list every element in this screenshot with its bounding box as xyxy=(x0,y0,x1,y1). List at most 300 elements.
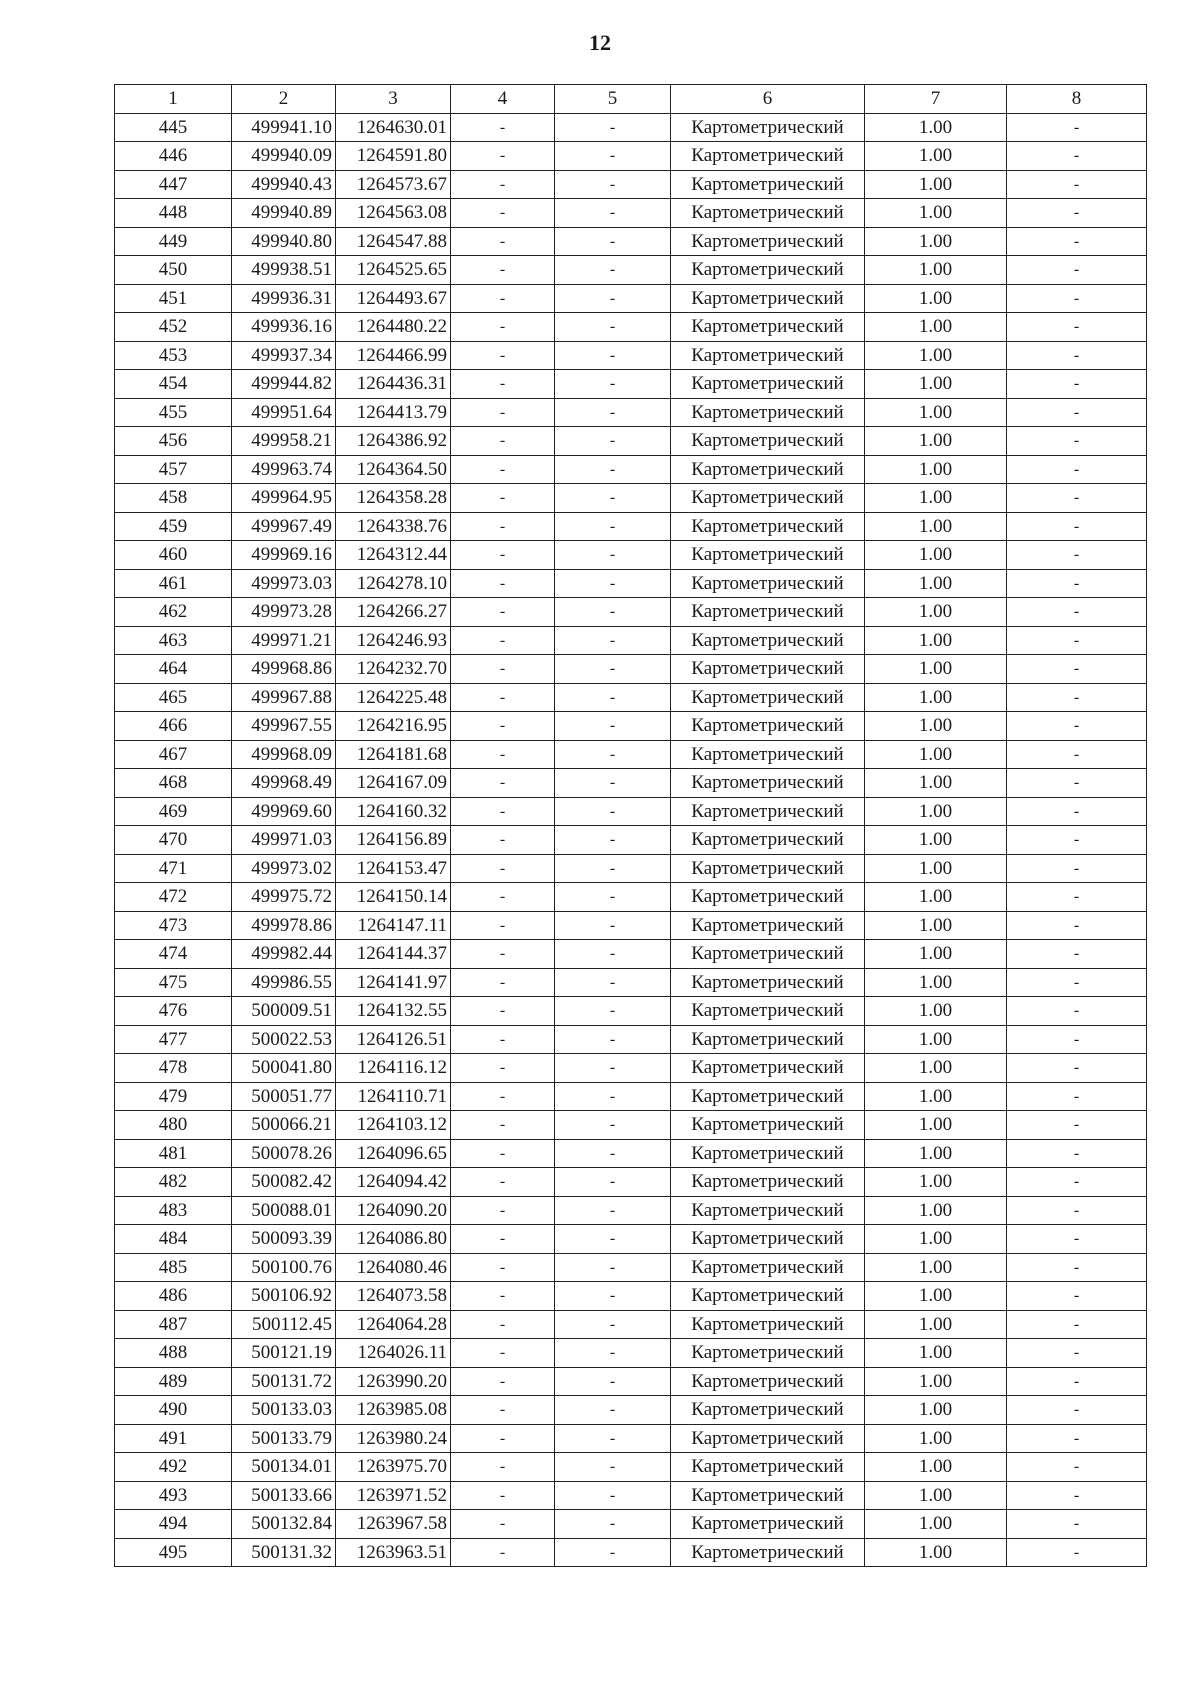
table-cell: - xyxy=(1007,1168,1147,1197)
table-cell: Картометрический xyxy=(671,1225,865,1254)
table-cell: 1.00 xyxy=(865,1082,1007,1111)
table-cell: 500133.03 xyxy=(232,1396,336,1425)
table-cell: - xyxy=(555,1025,671,1054)
table-cell: - xyxy=(1007,1538,1147,1567)
table-cell: Картометрический xyxy=(671,1282,865,1311)
table-cell: 1264064.28 xyxy=(336,1310,451,1339)
table-cell: 1264073.58 xyxy=(336,1282,451,1311)
table-cell: - xyxy=(451,598,555,627)
table-cell: - xyxy=(555,199,671,228)
table-cell: - xyxy=(451,199,555,228)
table-cell: 499967.55 xyxy=(232,712,336,741)
table-cell: - xyxy=(555,1424,671,1453)
table-cell: - xyxy=(555,1481,671,1510)
table-cell: 491 xyxy=(115,1424,232,1453)
column-header: 4 xyxy=(451,85,555,114)
table-cell: - xyxy=(1007,1424,1147,1453)
table-cell: Картометрический xyxy=(671,797,865,826)
table-cell: Картометрический xyxy=(671,142,865,171)
header-row xyxy=(115,85,1147,114)
table-row xyxy=(115,1310,1147,1339)
table-cell: - xyxy=(555,398,671,427)
table-cell: - xyxy=(555,370,671,399)
table-cell: - xyxy=(451,284,555,313)
table-cell: - xyxy=(555,1054,671,1083)
table-cell: Картометрический xyxy=(671,1111,865,1140)
table-cell: - xyxy=(451,683,555,712)
table-cell: 499941.10 xyxy=(232,113,336,142)
table-cell: 446 xyxy=(115,142,232,171)
table-cell: - xyxy=(451,883,555,912)
table-cell: 1264525.65 xyxy=(336,256,451,285)
table-cell: - xyxy=(1007,199,1147,228)
table-cell: - xyxy=(1007,1481,1147,1510)
table-cell: 448 xyxy=(115,199,232,228)
table-cell: - xyxy=(555,484,671,513)
table-cell: 1.00 xyxy=(865,284,1007,313)
table-cell: 499951.64 xyxy=(232,398,336,427)
table-cell: - xyxy=(555,968,671,997)
table-cell: - xyxy=(1007,341,1147,370)
table-cell: 1264132.55 xyxy=(336,997,451,1026)
table-cell: - xyxy=(451,455,555,484)
table-cell: 1.00 xyxy=(865,569,1007,598)
table-cell: 1264090.20 xyxy=(336,1196,451,1225)
table-cell: 1264141.97 xyxy=(336,968,451,997)
table-cell: 1264246.93 xyxy=(336,626,451,655)
table-cell: 499973.28 xyxy=(232,598,336,627)
table-cell: 499936.16 xyxy=(232,313,336,342)
page-number: 12 xyxy=(589,30,611,55)
table-cell: Картометрический xyxy=(671,1196,865,1225)
table-cell: 483 xyxy=(115,1196,232,1225)
table-cell: - xyxy=(555,227,671,256)
table-cell: 1264480.22 xyxy=(336,313,451,342)
table-cell: - xyxy=(555,1253,671,1282)
table-row xyxy=(115,1196,1147,1225)
table-cell: 447 xyxy=(115,170,232,199)
table-cell: 500022.53 xyxy=(232,1025,336,1054)
table-cell: 1.00 xyxy=(865,854,1007,883)
table-row xyxy=(115,427,1147,456)
table-cell: 1264630.01 xyxy=(336,113,451,142)
table-cell: - xyxy=(1007,1139,1147,1168)
table-cell: - xyxy=(1007,797,1147,826)
table-cell: - xyxy=(555,1310,671,1339)
table-cell: 455 xyxy=(115,398,232,427)
table-cell: - xyxy=(451,569,555,598)
table-row xyxy=(115,341,1147,370)
table-cell: 1.00 xyxy=(865,1310,1007,1339)
table-cell: 471 xyxy=(115,854,232,883)
table-row xyxy=(115,1168,1147,1197)
table-cell: 500112.45 xyxy=(232,1310,336,1339)
table-cell: - xyxy=(1007,1453,1147,1482)
table-cell: 466 xyxy=(115,712,232,741)
table-cell: - xyxy=(1007,284,1147,313)
table-cell: 500066.21 xyxy=(232,1111,336,1140)
table-cell: - xyxy=(451,655,555,684)
table-row xyxy=(115,1054,1147,1083)
table-cell: 500106.92 xyxy=(232,1282,336,1311)
table-cell: 463 xyxy=(115,626,232,655)
table-cell: 1264312.44 xyxy=(336,541,451,570)
table-row xyxy=(115,683,1147,712)
table-cell: 500078.26 xyxy=(232,1139,336,1168)
table-cell: - xyxy=(1007,569,1147,598)
table-cell: 1.00 xyxy=(865,1538,1007,1567)
table-cell: - xyxy=(451,1196,555,1225)
table-cell: 453 xyxy=(115,341,232,370)
table-cell: - xyxy=(451,940,555,969)
table-cell: 1.00 xyxy=(865,512,1007,541)
table-cell: 499973.02 xyxy=(232,854,336,883)
table-cell: 484 xyxy=(115,1225,232,1254)
table-row xyxy=(115,398,1147,427)
table-cell: Картометрический xyxy=(671,1025,865,1054)
table-cell: 461 xyxy=(115,569,232,598)
table-cell: - xyxy=(555,769,671,798)
table-cell: - xyxy=(451,370,555,399)
table-cell: 500132.84 xyxy=(232,1510,336,1539)
table-cell: 1264547.88 xyxy=(336,227,451,256)
table-cell: Картометрический xyxy=(671,1481,865,1510)
table-cell: - xyxy=(555,256,671,285)
table-cell: Картометрический xyxy=(671,1082,865,1111)
table-cell: - xyxy=(1007,598,1147,627)
table-cell: - xyxy=(451,826,555,855)
table-row xyxy=(115,1367,1147,1396)
table-cell: 494 xyxy=(115,1510,232,1539)
table-cell: 1.00 xyxy=(865,769,1007,798)
table-cell: 499969.60 xyxy=(232,797,336,826)
table-cell: - xyxy=(1007,1225,1147,1254)
table-cell: Картометрический xyxy=(671,769,865,798)
table-cell: 1264413.79 xyxy=(336,398,451,427)
table-cell: 1264167.09 xyxy=(336,769,451,798)
table-row xyxy=(115,997,1147,1026)
table-cell: 1263975.70 xyxy=(336,1453,451,1482)
table-cell: - xyxy=(451,256,555,285)
table-cell: 499967.88 xyxy=(232,683,336,712)
table-cell: - xyxy=(555,712,671,741)
table-cell: - xyxy=(1007,997,1147,1026)
table-cell: - xyxy=(555,1225,671,1254)
table-cell: 464 xyxy=(115,655,232,684)
table-cell: 1264358.28 xyxy=(336,484,451,513)
table-row xyxy=(115,284,1147,313)
table-cell: 482 xyxy=(115,1168,232,1197)
table-cell: - xyxy=(1007,1025,1147,1054)
table-cell: 1264086.80 xyxy=(336,1225,451,1254)
table-cell: 1.00 xyxy=(865,968,1007,997)
table-cell: 499975.72 xyxy=(232,883,336,912)
table-cell: 1264153.47 xyxy=(336,854,451,883)
table-cell: 1264110.71 xyxy=(336,1082,451,1111)
table-cell: - xyxy=(1007,854,1147,883)
table-cell: Картометрический xyxy=(671,1424,865,1453)
table-cell: 1.00 xyxy=(865,1510,1007,1539)
table-cell: 1264493.67 xyxy=(336,284,451,313)
table-cell: 1264103.12 xyxy=(336,1111,451,1140)
table-cell: 1264160.32 xyxy=(336,797,451,826)
table-cell: - xyxy=(555,427,671,456)
table-cell: 1.00 xyxy=(865,341,1007,370)
table-cell: - xyxy=(555,284,671,313)
table-row xyxy=(115,883,1147,912)
table-cell: 1263985.08 xyxy=(336,1396,451,1425)
table-cell: Картометрический xyxy=(671,940,865,969)
table-cell: 454 xyxy=(115,370,232,399)
table-cell: Картометрический xyxy=(671,1510,865,1539)
table-cell: 1264080.46 xyxy=(336,1253,451,1282)
table-cell: 1264181.68 xyxy=(336,740,451,769)
table-cell: - xyxy=(451,1453,555,1482)
table-cell: 1263971.52 xyxy=(336,1481,451,1510)
table-cell: - xyxy=(555,997,671,1026)
table-cell: Картометрический xyxy=(671,569,865,598)
table-cell: 1264144.37 xyxy=(336,940,451,969)
table-cell: - xyxy=(451,541,555,570)
table-row xyxy=(115,199,1147,228)
table-cell: - xyxy=(451,1082,555,1111)
table-cell: - xyxy=(555,1510,671,1539)
table-cell: - xyxy=(555,683,671,712)
table-cell: - xyxy=(555,1453,671,1482)
table-cell: 1263963.51 xyxy=(336,1538,451,1567)
table-cell: 1.00 xyxy=(865,826,1007,855)
table-cell: - xyxy=(1007,1054,1147,1083)
table-cell: - xyxy=(451,170,555,199)
table-cell: 492 xyxy=(115,1453,232,1482)
table-cell: 1264338.76 xyxy=(336,512,451,541)
table-cell: - xyxy=(1007,455,1147,484)
table-cell: 459 xyxy=(115,512,232,541)
table-cell: - xyxy=(555,911,671,940)
table-cell: 1.00 xyxy=(865,142,1007,171)
table-cell: - xyxy=(1007,1082,1147,1111)
table-cell: 1264364.50 xyxy=(336,455,451,484)
table-cell: Картометрический xyxy=(671,683,865,712)
table-cell: 500093.39 xyxy=(232,1225,336,1254)
table-cell: 1.00 xyxy=(865,1396,1007,1425)
table-cell: 499968.86 xyxy=(232,655,336,684)
table-cell: 1.00 xyxy=(865,199,1007,228)
table-cell: Картометрический xyxy=(671,341,865,370)
column-header: 2 xyxy=(232,85,336,114)
table-cell: - xyxy=(555,1082,671,1111)
table-row xyxy=(115,626,1147,655)
table-row xyxy=(115,313,1147,342)
table-cell: 495 xyxy=(115,1538,232,1567)
table-cell: 472 xyxy=(115,883,232,912)
table-cell: 1.00 xyxy=(865,398,1007,427)
table-cell: - xyxy=(451,1054,555,1083)
table-cell: 499971.03 xyxy=(232,826,336,855)
table-row xyxy=(115,512,1147,541)
table-cell: - xyxy=(555,341,671,370)
table-cell: 1264232.70 xyxy=(336,655,451,684)
table-cell: - xyxy=(451,854,555,883)
table-cell: Картометрический xyxy=(671,170,865,199)
table-cell: - xyxy=(555,626,671,655)
table-cell: Картометрический xyxy=(671,284,865,313)
table-cell: Картометрический xyxy=(671,854,865,883)
table-row xyxy=(115,1481,1147,1510)
table-cell: 1264156.89 xyxy=(336,826,451,855)
table-cell: 1.00 xyxy=(865,1367,1007,1396)
table-cell: - xyxy=(555,854,671,883)
table-cell: 1.00 xyxy=(865,712,1007,741)
table-cell: 1.00 xyxy=(865,626,1007,655)
table-cell: 500051.77 xyxy=(232,1082,336,1111)
table-cell: 1.00 xyxy=(865,1168,1007,1197)
table-cell: - xyxy=(555,1282,671,1311)
table-cell: - xyxy=(451,1139,555,1168)
table-row xyxy=(115,1225,1147,1254)
table-cell: - xyxy=(451,398,555,427)
column-header: 7 xyxy=(865,85,1007,114)
table-cell: Картометрический xyxy=(671,883,865,912)
table-cell: - xyxy=(451,113,555,142)
table-row xyxy=(115,1424,1147,1453)
table-cell: - xyxy=(451,712,555,741)
table-cell: 1264096.65 xyxy=(336,1139,451,1168)
table-row xyxy=(115,455,1147,484)
table-cell: 500131.72 xyxy=(232,1367,336,1396)
table-cell: - xyxy=(451,797,555,826)
table-cell: 470 xyxy=(115,826,232,855)
table-cell: 467 xyxy=(115,740,232,769)
table-row xyxy=(115,1396,1147,1425)
table-cell: - xyxy=(1007,911,1147,940)
table-cell: Картометрический xyxy=(671,1139,865,1168)
table-cell: 500100.76 xyxy=(232,1253,336,1282)
table-cell: 460 xyxy=(115,541,232,570)
table-cell: - xyxy=(451,769,555,798)
table-row xyxy=(115,598,1147,627)
table-cell: 1.00 xyxy=(865,427,1007,456)
table-cell: - xyxy=(1007,370,1147,399)
table-cell: 1.00 xyxy=(865,1253,1007,1282)
table-cell: 500088.01 xyxy=(232,1196,336,1225)
table-cell: 1.00 xyxy=(865,370,1007,399)
table-cell: - xyxy=(1007,512,1147,541)
table-cell: 499971.21 xyxy=(232,626,336,655)
table-cell: 486 xyxy=(115,1282,232,1311)
table-row xyxy=(115,113,1147,142)
table-cell: - xyxy=(451,142,555,171)
table-row xyxy=(115,569,1147,598)
table-cell: 487 xyxy=(115,1310,232,1339)
table-cell: - xyxy=(451,997,555,1026)
table-cell: - xyxy=(1007,883,1147,912)
table-cell: 499986.55 xyxy=(232,968,336,997)
table-row xyxy=(115,256,1147,285)
table-cell: - xyxy=(451,341,555,370)
table-row xyxy=(115,1339,1147,1368)
table-cell: - xyxy=(1007,227,1147,256)
table-row xyxy=(115,1139,1147,1168)
table-cell: 488 xyxy=(115,1339,232,1368)
table-cell: Картометрический xyxy=(671,455,865,484)
table-cell: 1.00 xyxy=(865,541,1007,570)
table-cell: 500133.66 xyxy=(232,1481,336,1510)
table-cell: 1.00 xyxy=(865,1481,1007,1510)
table-cell: - xyxy=(1007,1396,1147,1425)
table-cell: 1.00 xyxy=(865,740,1007,769)
table-row xyxy=(115,1025,1147,1054)
table-cell: 1264573.67 xyxy=(336,170,451,199)
table-cell: Картометрический xyxy=(671,113,865,142)
table-cell: Картометрический xyxy=(671,370,865,399)
table-cell: - xyxy=(451,1111,555,1140)
table-cell: - xyxy=(555,826,671,855)
table-cell: Картометрический xyxy=(671,512,865,541)
table-cell: - xyxy=(451,1025,555,1054)
table-cell: - xyxy=(555,1538,671,1567)
table-cell: - xyxy=(555,940,671,969)
table-cell: 1.00 xyxy=(865,484,1007,513)
table-cell: Картометрический xyxy=(671,227,865,256)
column-header: 5 xyxy=(555,85,671,114)
table-cell: Картометрический xyxy=(671,968,865,997)
table-cell: - xyxy=(555,142,671,171)
table-cell: - xyxy=(451,1310,555,1339)
table-cell: 1.00 xyxy=(865,455,1007,484)
table-cell: 500134.01 xyxy=(232,1453,336,1482)
table-cell: Картометрический xyxy=(671,1339,865,1368)
table-cell: 458 xyxy=(115,484,232,513)
table-cell: - xyxy=(451,1282,555,1311)
table-cell: - xyxy=(555,512,671,541)
table-cell: 490 xyxy=(115,1396,232,1425)
table-cell: - xyxy=(1007,427,1147,456)
table-cell: - xyxy=(1007,968,1147,997)
table-cell: - xyxy=(555,1396,671,1425)
table-cell: 475 xyxy=(115,968,232,997)
table-cell: - xyxy=(451,626,555,655)
table-cell: 1.00 xyxy=(865,227,1007,256)
table-cell: Картометрический xyxy=(671,997,865,1026)
table-cell: - xyxy=(555,1339,671,1368)
table-row xyxy=(115,1253,1147,1282)
table-cell: 500082.42 xyxy=(232,1168,336,1197)
table-cell: - xyxy=(451,1424,555,1453)
table-cell: - xyxy=(1007,541,1147,570)
table-cell: - xyxy=(1007,484,1147,513)
table-row xyxy=(115,769,1147,798)
column-header: 1 xyxy=(115,85,232,114)
table-cell: 1263990.20 xyxy=(336,1367,451,1396)
table-cell: - xyxy=(1007,1510,1147,1539)
table-cell: - xyxy=(1007,1339,1147,1368)
table-row xyxy=(115,227,1147,256)
table-row xyxy=(115,1538,1147,1567)
table-cell: 1264386.92 xyxy=(336,427,451,456)
table-row xyxy=(115,911,1147,940)
table-cell: - xyxy=(451,1510,555,1539)
table-cell: 500133.79 xyxy=(232,1424,336,1453)
table-row xyxy=(115,968,1147,997)
table-cell: - xyxy=(555,797,671,826)
table-cell: Картометрический xyxy=(671,712,865,741)
table-cell: 1.00 xyxy=(865,997,1007,1026)
table-cell: - xyxy=(451,484,555,513)
table-row xyxy=(115,712,1147,741)
table-cell: - xyxy=(555,883,671,912)
table-cell: - xyxy=(1007,142,1147,171)
